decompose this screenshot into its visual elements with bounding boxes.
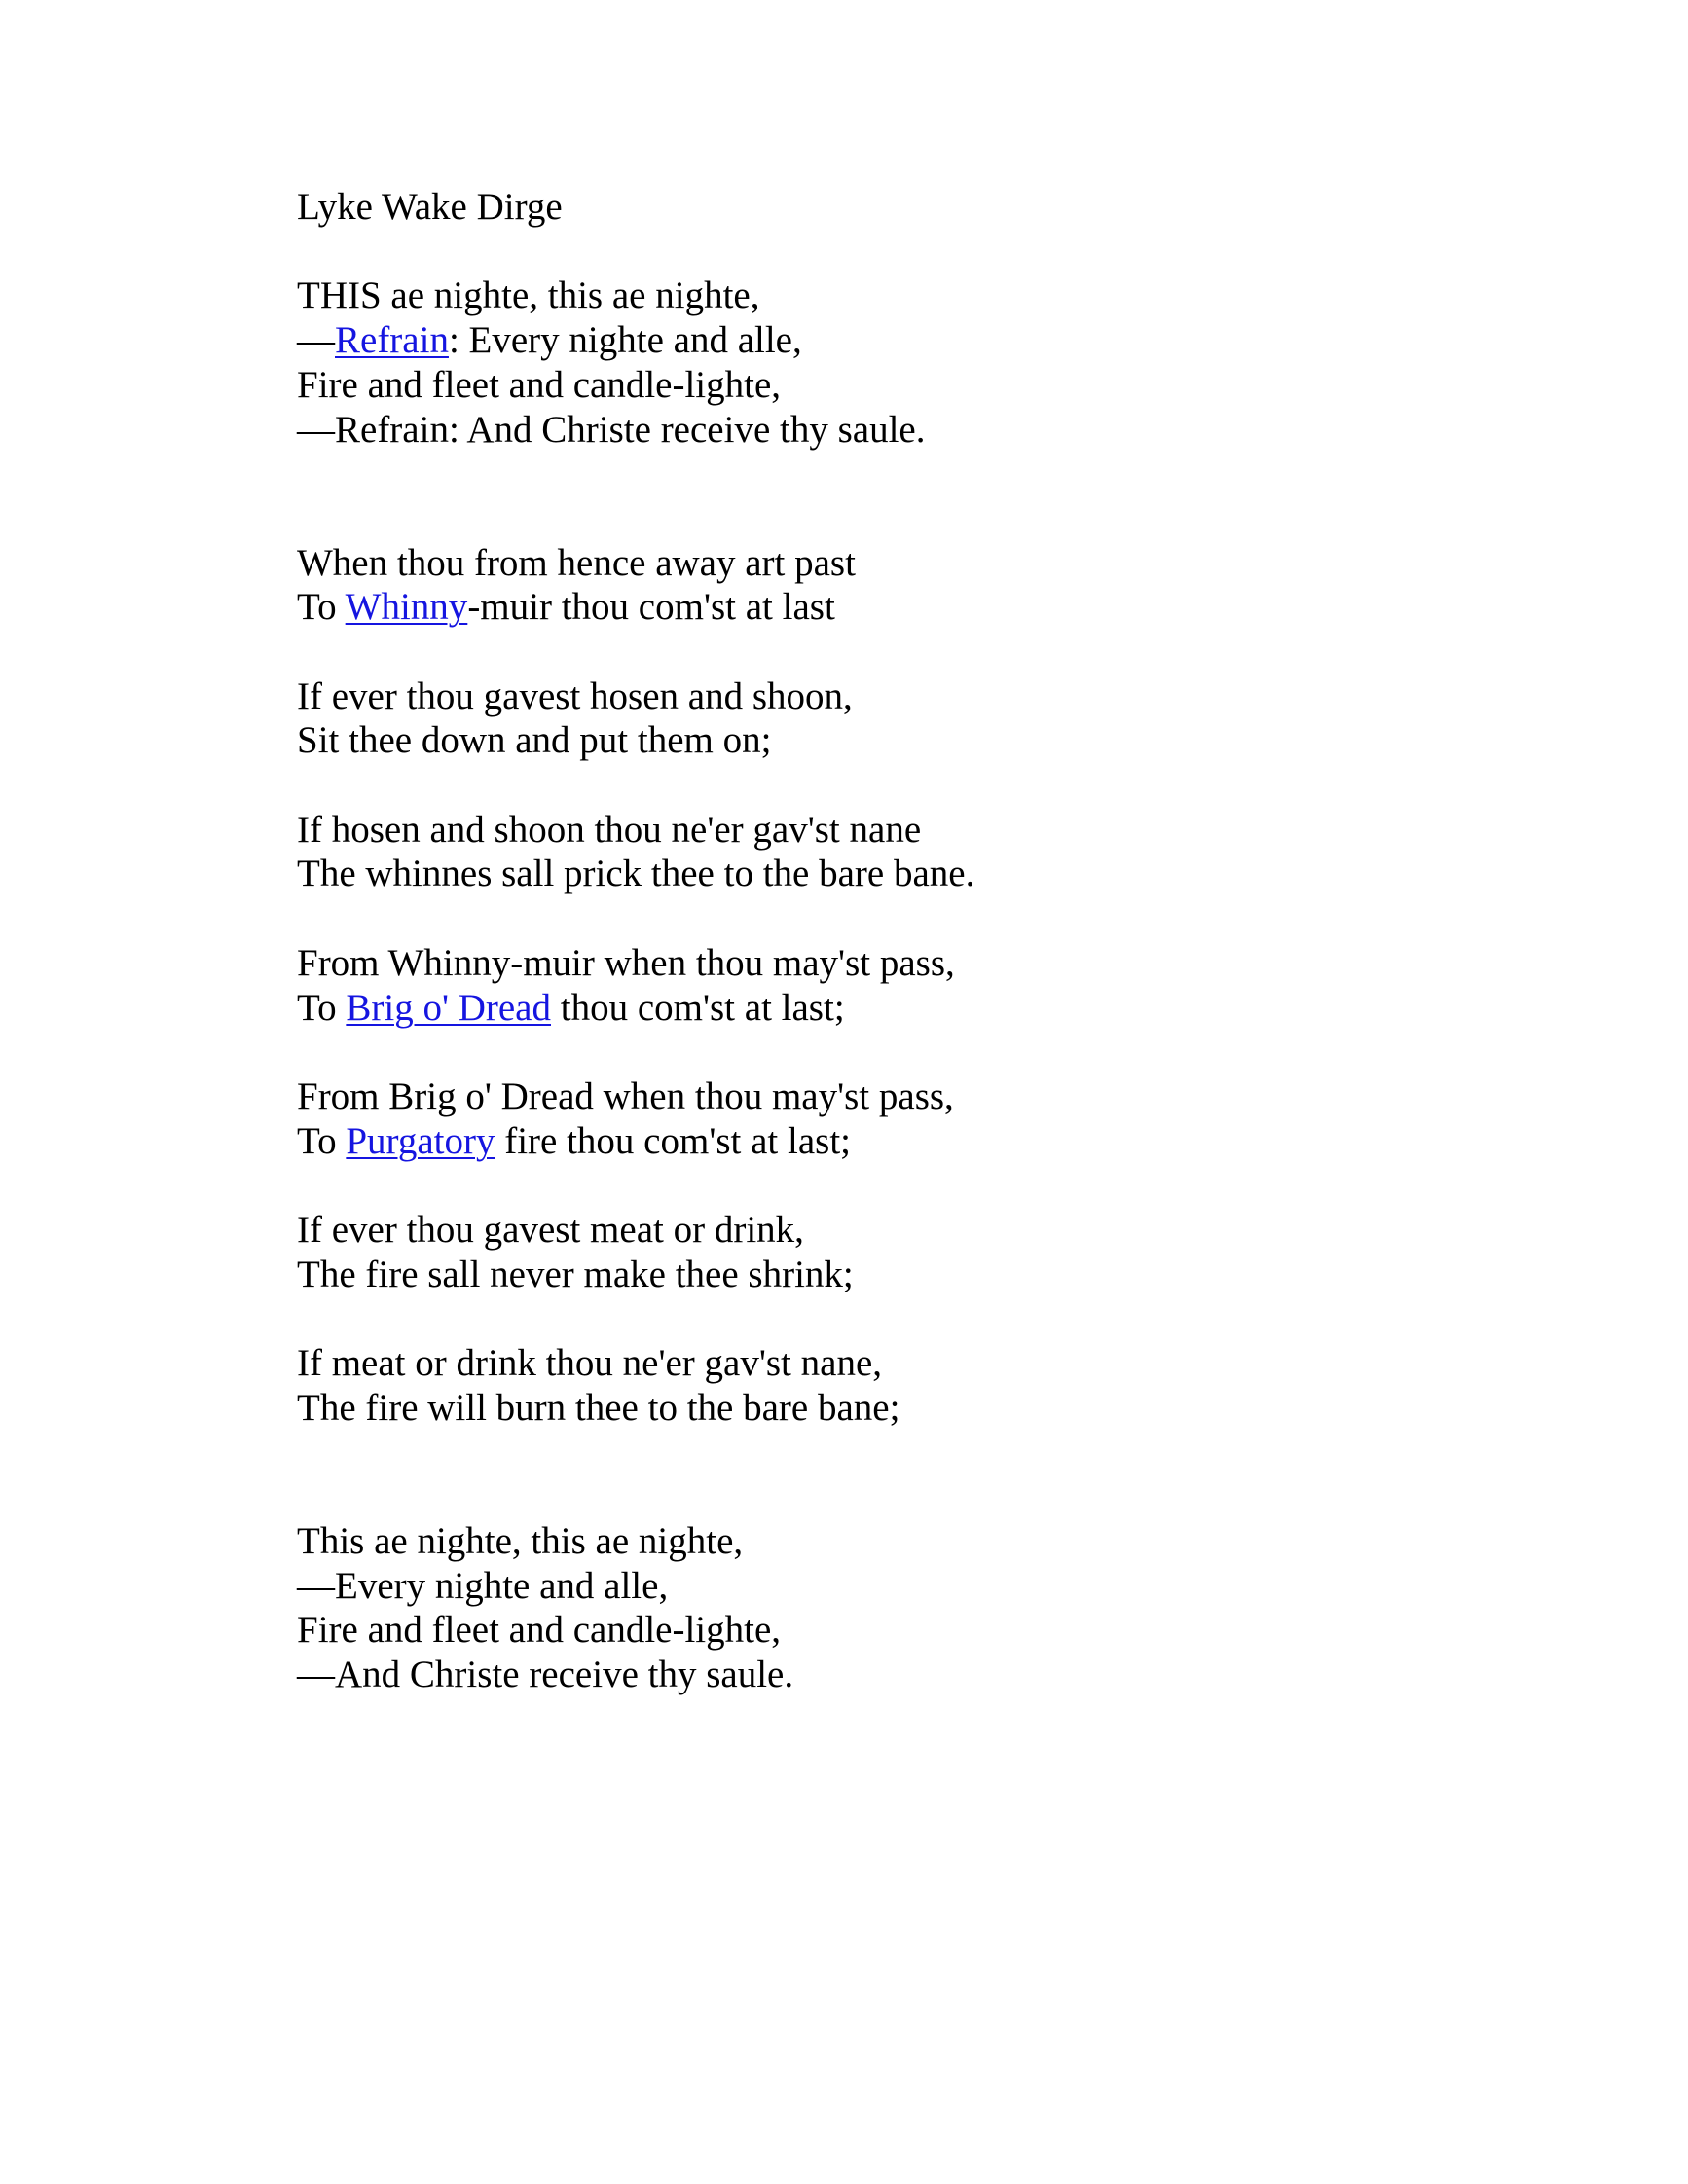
poem-line: If ever thou gavest meat or drink,: [297, 1209, 804, 1252]
line-suffix: : Every nighte and alle,: [448, 319, 802, 362]
line-suffix: -muir thou com'st at last: [467, 586, 835, 629]
poem-line: The fire sall never make thee shrink;: [297, 1253, 854, 1295]
poem-line: [297, 585, 1562, 630]
poem-line: —Every nighte and alle,: [297, 1564, 669, 1607]
poem-line: If hosen and shoon thou ne'er gav'st nane: [297, 808, 922, 851]
stanza: [297, 1341, 1562, 1430]
poem-line: This ae nighte, this ae nighte,: [297, 1519, 744, 1562]
stanza: [297, 541, 1562, 630]
poem-line: From Whinny-muir when thou may'st pass,: [297, 941, 955, 984]
poem-line: Sit thee down and put them on;: [297, 719, 772, 762]
stanza: [297, 1074, 1562, 1163]
line-suffix: thou com'st at last;: [551, 986, 845, 1029]
line-prefix: To: [297, 1119, 347, 1162]
poem-line: The whinnes sall prick thee to the bare bane.: [297, 853, 975, 895]
purgatory-link[interactable]: Purgatory: [346, 1119, 495, 1162]
stanza: [297, 674, 1562, 763]
poem-line: From Brig o' Dread when thou may'st pass,: [297, 1074, 954, 1117]
poem-line: [297, 1119, 1562, 1164]
poem-page: [297, 185, 1562, 1741]
line-prefix: To: [297, 586, 346, 629]
refrain-link[interactable]: Refrain: [335, 319, 449, 362]
poem-line: Fire and fleet and candle-lighte,: [297, 1609, 782, 1652]
stanza: [297, 941, 1562, 1030]
poem-line: If meat or drink thou ne'er gav'st nane,: [297, 1342, 883, 1385]
stanza: [297, 1208, 1562, 1296]
poem-line: If ever thou gavest hosen and shoon,: [297, 674, 853, 717]
brig-o-dread-link[interactable]: Brig o' Dread: [346, 986, 551, 1029]
poem-line: THIS ae nighte, this ae nighte,: [297, 274, 760, 317]
poem-line: When thou from hence away art past: [297, 541, 856, 584]
poem-line: [297, 986, 1562, 1031]
whinny-link[interactable]: Whinny: [345, 586, 468, 629]
stanza: [297, 808, 1562, 896]
poem-line: —And Christe receive thy saule.: [297, 1654, 794, 1696]
line-prefix: To: [297, 986, 347, 1029]
poem-line: The fire will burn thee to the bare bane;: [297, 1386, 900, 1429]
stanza: [297, 1519, 1562, 1697]
stanza: [297, 273, 1562, 452]
line-suffix: fire thou com'st at last;: [495, 1119, 851, 1162]
poem-line: Fire and fleet and candle-lighte,: [297, 363, 782, 406]
line-prefix: —: [297, 319, 335, 362]
poem-line: [297, 318, 1562, 363]
poem-title: Lyke Wake Dirge: [297, 186, 563, 228]
poem-line: —Refrain: And Christe receive thy saule.: [297, 408, 926, 451]
